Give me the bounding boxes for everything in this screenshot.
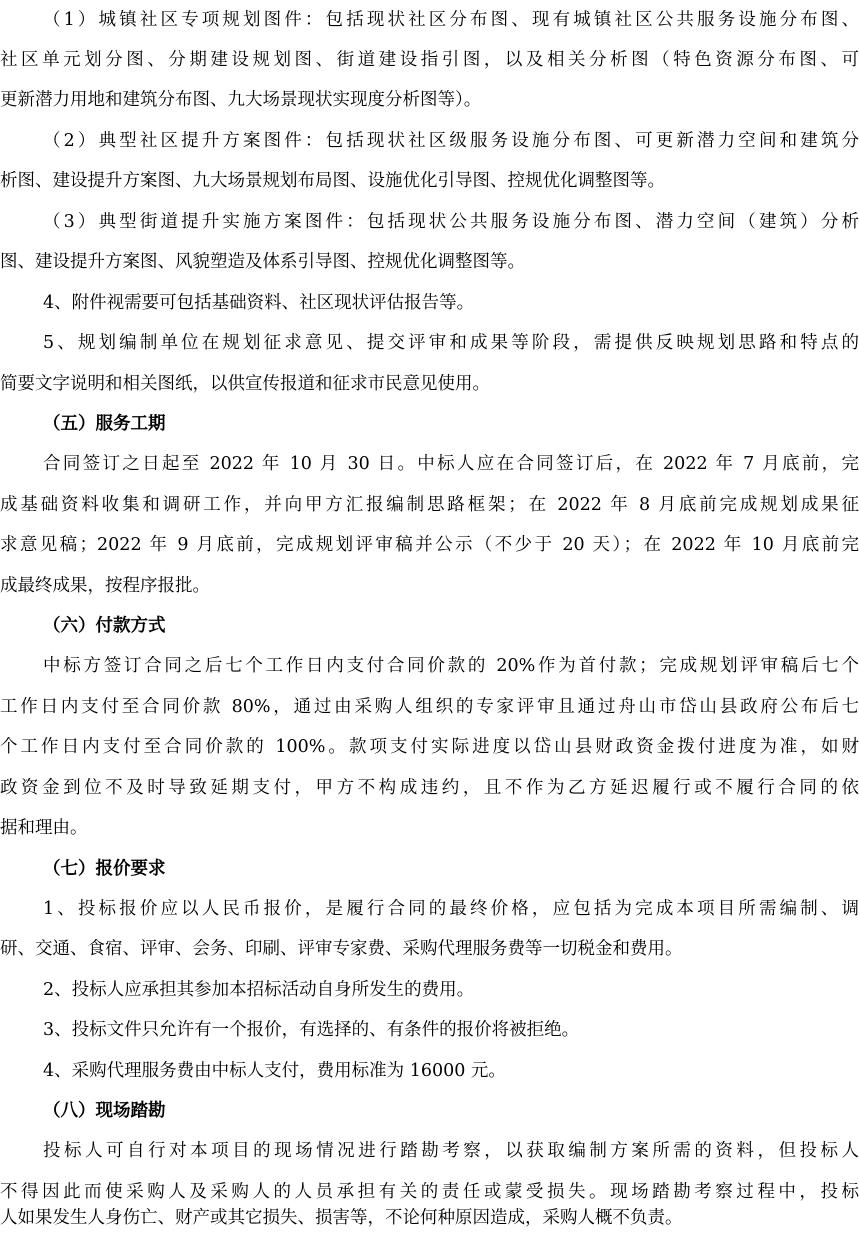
text-line: 不得因此而使采购人及采购人的人员承担有关的责任或蒙受损失。现场踏勘考察过程中，投标 bbox=[0, 1182, 859, 1202]
text-line: 研、交通、食宿、评审、会务、印刷、评审专家费、采购代理服务费等一切税金和费用。 bbox=[0, 939, 683, 959]
section-heading: （六）付款方式 bbox=[43, 616, 166, 636]
text-line: 3、投标文件只允许有一个报价，有选择的、有条件的报价将被拒绝。 bbox=[43, 1020, 580, 1040]
text-line: （2）典型社区提升方案图件：包括现状社区级服务设施分布图、可更新潜力空间和建筑分 bbox=[43, 131, 859, 151]
text-line: 据和理由。 bbox=[0, 818, 88, 838]
text-line: 政资金到位不及时导致延期支付，甲方不构成违约，且不作为乙方延迟履行或不履行合同的依 bbox=[0, 778, 859, 798]
section-heading: （五）服务工期 bbox=[43, 414, 166, 434]
text-line: 求意见稿；2022 年 9 月底前，完成规划评审稿并公示（不少于 20 天）；在 2022 年 10 月底前完 bbox=[0, 535, 859, 555]
text-line: 析图、建设提升方案图、九大场景规划布局图、设施优化引导图、控规优化调整图等。 bbox=[0, 171, 665, 191]
text-line: 成最终成果，按程序报批。 bbox=[0, 576, 210, 596]
text-line: 投标人可自行对本项目的现场情况进行踏勘考察，以获取编制方案所需的资料，但投标人 bbox=[43, 1141, 859, 1161]
text-line: （3）典型街道提升实施方案图件：包括现状公共服务设施分布图、潜力空间（建筑）分析 bbox=[43, 212, 859, 232]
text-line: 合同签订之日起至 2022 年 10 月 30 日。中标人应在合同签订后，在 2022 年 7 月底前，完 bbox=[43, 454, 859, 474]
text-line: 工作日内支付至合同价款 80%，通过由采购人组织的专家评审且通过舟山市岱山县政府公布后七 bbox=[0, 697, 859, 717]
text-line: 成基础资料收集和调研工作，并向甲方汇报编制思路框架；在 2022 年 8 月底前完成规划成果征 bbox=[0, 495, 859, 515]
text-line: 个工作日内支付至合同价款的 100%。款项支付实际进度以岱山县财政资金拨付进度为准，如财 bbox=[0, 737, 859, 757]
section-heading: （八）现场踏勘 bbox=[43, 1101, 166, 1121]
text-line: 社区单元划分图、分期建设规划图、街道建设指引图，以及相关分析图（特色资源分布图、可 bbox=[0, 50, 859, 70]
text-line: 4、附件视需要可包括基础资料、社区现状评估报告等。 bbox=[43, 293, 475, 313]
text-line: 4、采购代理服务费由中标人支付，费用标准为 16000 元。 bbox=[43, 1061, 506, 1081]
text-line: 2、投标人应承担其参加本招标活动自身所发生的费用。 bbox=[43, 980, 475, 1000]
text-line: 图、建设提升方案图、风貌塑造及体系引导图、控规优化调整图等。 bbox=[0, 252, 525, 272]
text-line: 更新潜力用地和建筑分布图、九大场景现状实现度分析图等）。 bbox=[0, 90, 482, 110]
text-line: 人如果发生人身伤亡、财产或其它损失、损害等，不论何种原因造成，采购人概不负责。 bbox=[0, 1208, 683, 1228]
text-line: 简要文字说明和相关图纸，以供宣传报道和征求市民意见使用。 bbox=[0, 374, 490, 394]
text-line: 中标方签订合同之后七个工作日内支付合同价款的 20%作为首付款；完成规划评审稿后七个 bbox=[43, 656, 859, 676]
text-line: （1）城镇社区专项规划图件：包括现状社区分布图、现有城镇社区公共服务设施分布图、 bbox=[43, 10, 859, 30]
section-heading: （七）报价要求 bbox=[43, 859, 166, 879]
text-line: 5、规划编制单位在规划征求意见、提交评审和成果等阶段，需提供反映规划思路和特点的 bbox=[43, 333, 859, 353]
text-line: 1、投标报价应以人民币报价，是履行合同的最终价格，应包括为完成本项目所需编制、调 bbox=[43, 899, 859, 919]
